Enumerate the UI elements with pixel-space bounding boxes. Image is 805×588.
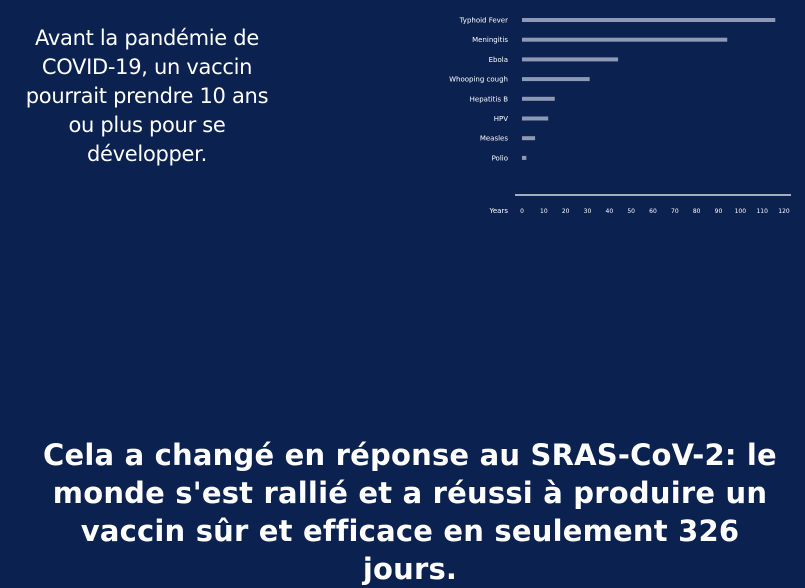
category-label: HPV (493, 115, 508, 123)
category-label: Polio (491, 154, 508, 163)
vaccine-development-chart (420, 0, 805, 230)
bar-polio (522, 156, 526, 160)
x-tick-label: 10 (540, 208, 548, 215)
bar-typhoid-fever (522, 18, 775, 22)
intro-text: Avant la pandémie de COVID-19, un vaccin pourrait prendre 10 ans ou plus pour se développer. (25, 26, 269, 166)
x-tick-label: 80 (692, 208, 701, 215)
x-tick-label: 120 (778, 208, 790, 215)
x-axis-label: Years (489, 207, 508, 215)
bar-measles (522, 136, 535, 140)
x-tick-label: 100 (734, 208, 747, 215)
x-tick-label: 0 (520, 208, 524, 215)
x-tick-label: 60 (649, 208, 657, 215)
bar-hepatitis-b (522, 97, 555, 101)
category-label: Meningitis (472, 36, 508, 45)
category-label: Typhoid Fever (459, 16, 508, 25)
x-tick-label: 30 (583, 208, 592, 215)
category-label: Hepatitis B (469, 95, 508, 104)
category-label: Ebola (488, 55, 508, 64)
x-tick-label: 110 (756, 208, 768, 215)
x-tick-label: 40 (605, 208, 614, 215)
footer-statement: Cela a changé en réponse au SRAS-CoV-2: le monde s'est rallié et a réussi à produire un vaccin sûr et efficace en seulement 326 jours. (43, 438, 777, 586)
x-tick-label: 20 (561, 208, 570, 215)
x-tick-label: 50 (627, 208, 635, 215)
bars-group (522, 18, 775, 160)
bar-hpv (522, 117, 548, 121)
x-tick-labels (520, 208, 790, 215)
bar-meningitis (522, 38, 727, 42)
category-label: Measles (479, 134, 508, 143)
category-labels (449, 17, 508, 163)
x-tick-label: 90 (714, 208, 723, 215)
x-tick-label: 70 (671, 208, 679, 215)
category-label: Whooping cough (449, 75, 508, 84)
bar-ebola (522, 57, 618, 61)
bar-whooping-cough (522, 77, 590, 81)
